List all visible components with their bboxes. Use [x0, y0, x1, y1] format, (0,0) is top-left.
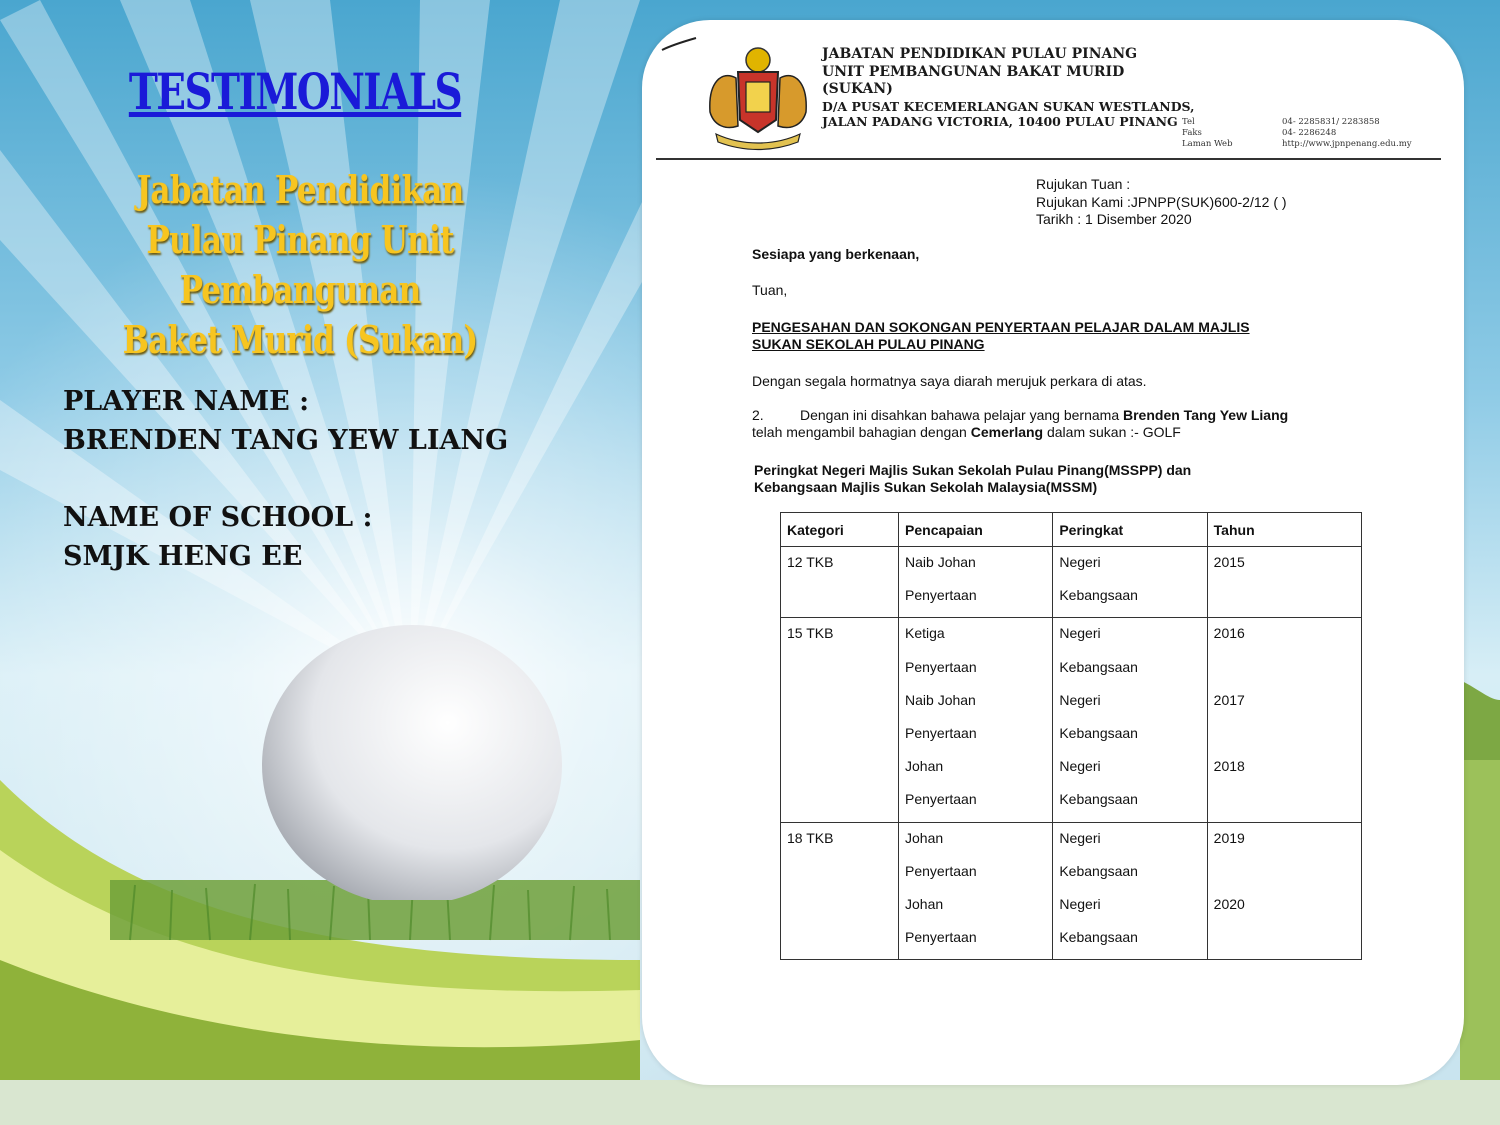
letterhead-contacts [1182, 117, 1462, 150]
column-header: Kategori [781, 513, 899, 547]
paragraph-2 [752, 407, 1372, 441]
subtitle-line: Jabatan Pendidikan [136, 167, 464, 212]
cemerlang-text: Cemerlang [970, 424, 1044, 440]
para2-text: dalam sukan :- GOLF [1043, 424, 1181, 440]
paragraph-1: Dengan segala hormatnya saya diarah merujuk perkara di atas. [752, 373, 1147, 389]
kategori-cell: 15 TKB [781, 618, 899, 822]
letter-subject [752, 319, 1372, 353]
pencapaian-cell: Ketiga Penyertaan Naib Johan Penyertaan Johan Penyertaan [899, 618, 1053, 822]
slide-title: TESTIMONIALS [128, 62, 462, 121]
level-line: Kebangsaan Majlis Sukan Sekolah Malaysia(MSSM) [754, 479, 1098, 495]
subject-line: PENGESAHAN DAN SOKONGAN PENYERTAAN PELAJAR DALAM MAJLIS [752, 319, 1250, 335]
salutation-1: Sesiapa yang berkenaan, [752, 246, 920, 262]
letterhead-line: JABATAN PENDIDIKAN PULAU PINANG [822, 46, 1138, 62]
ref-kami: Rujukan Kami :JPNPP(SUK)600-2/12 ( ) [1036, 193, 1287, 210]
peringkat-cell: Negeri Kebangsaan [1053, 547, 1207, 618]
table-row [781, 618, 1362, 822]
school-name-label: NAME OF SCHOOL : [63, 502, 373, 533]
player-name-label: PLAYER NAME : [63, 386, 310, 417]
fax-value: 04- 2286248 [1282, 128, 1337, 138]
letterhead-divider [656, 158, 1441, 160]
student-name: Brenden Tang Yew Liang [1123, 407, 1289, 423]
subject-line: SUKAN SEKOLAH PULAU PINANG [752, 336, 985, 352]
letterhead-line: JALAN PADANG VICTORIA, 10400 PULAU PINANG [822, 113, 1178, 129]
para2-text: Dengan ini disahkan bahawa pelajar yang bernama [800, 407, 1123, 423]
reference-block [1036, 176, 1287, 229]
table-row [781, 547, 1362, 618]
kategori-cell: 12 TKB [781, 547, 899, 618]
pen-mark-icon [660, 34, 700, 54]
para-number: 2. [752, 407, 764, 423]
tel-value: 04- 2285831/ 2283858 [1282, 117, 1380, 127]
letterhead-line: D/A PUSAT KECEMERLANGAN SUKAN WESTLANDS, [822, 98, 1195, 114]
tahun-cell: 2016 2017 2018 [1207, 618, 1361, 822]
player-info [63, 382, 623, 576]
column-header: Peringkat [1053, 513, 1207, 547]
school-name: SMJK HENG EE [63, 541, 303, 572]
coat-of-arms-emblem [702, 42, 814, 152]
player-name: BRENDEN TANG YEW LIANG [63, 425, 509, 456]
para2-text: telah mengambil bahagian dengan [752, 424, 971, 440]
peringkat-cell: Negeri Kebangsaan Negeri Kebangsaan [1053, 822, 1207, 960]
testimonial-letter [642, 20, 1464, 1085]
ref-tuan: Rujukan Tuan : [1036, 176, 1131, 192]
table-row [781, 822, 1362, 960]
tahun-cell: 2015 [1207, 547, 1361, 618]
fax-label: Faks [1182, 128, 1202, 138]
peringkat-cell: Negeri Kebangsaan Negeri Kebangsaan Negeri Kebangsaan [1053, 618, 1207, 822]
pencapaian-cell: Naib Johan Penyertaan [899, 547, 1053, 618]
kategori-cell: 18 TKB [781, 822, 899, 960]
salutation-2: Tuan, [752, 282, 788, 298]
level-line: Peringkat Negeri Majlis Sukan Sekolah Pulau Pinang(MSSPP) dan [754, 462, 1192, 478]
letterhead-line: (SUKAN) [822, 81, 893, 97]
tel-label: Tel [1182, 117, 1195, 127]
tahun-cell: 2019 2020 [1207, 822, 1361, 960]
slide-subtitle [54, 165, 546, 365]
letterhead-text [822, 46, 1222, 129]
column-header: Pencapaian [899, 513, 1053, 547]
level-heading [754, 462, 1374, 496]
column-header: Tahun [1207, 513, 1361, 547]
golf-ball-image [255, 615, 570, 900]
web-value: http://www.jpnpenang.edu.my [1282, 139, 1412, 149]
web-label: Laman Web [1182, 139, 1233, 149]
table-header-row [781, 513, 1362, 547]
awards-table [780, 512, 1362, 960]
letterhead-line: UNIT PEMBANGUNAN BAKAT MURID [822, 63, 1125, 80]
subtitle-line: Baket Murid (Sukan) [122, 317, 478, 362]
letter-date: Tarikh : 1 Disember 2020 [1036, 211, 1192, 227]
subtitle-line: Pulau Pinang Unit Pembangunan [146, 217, 454, 312]
pencapaian-cell: Johan Penyertaan Johan Penyertaan [899, 822, 1053, 960]
